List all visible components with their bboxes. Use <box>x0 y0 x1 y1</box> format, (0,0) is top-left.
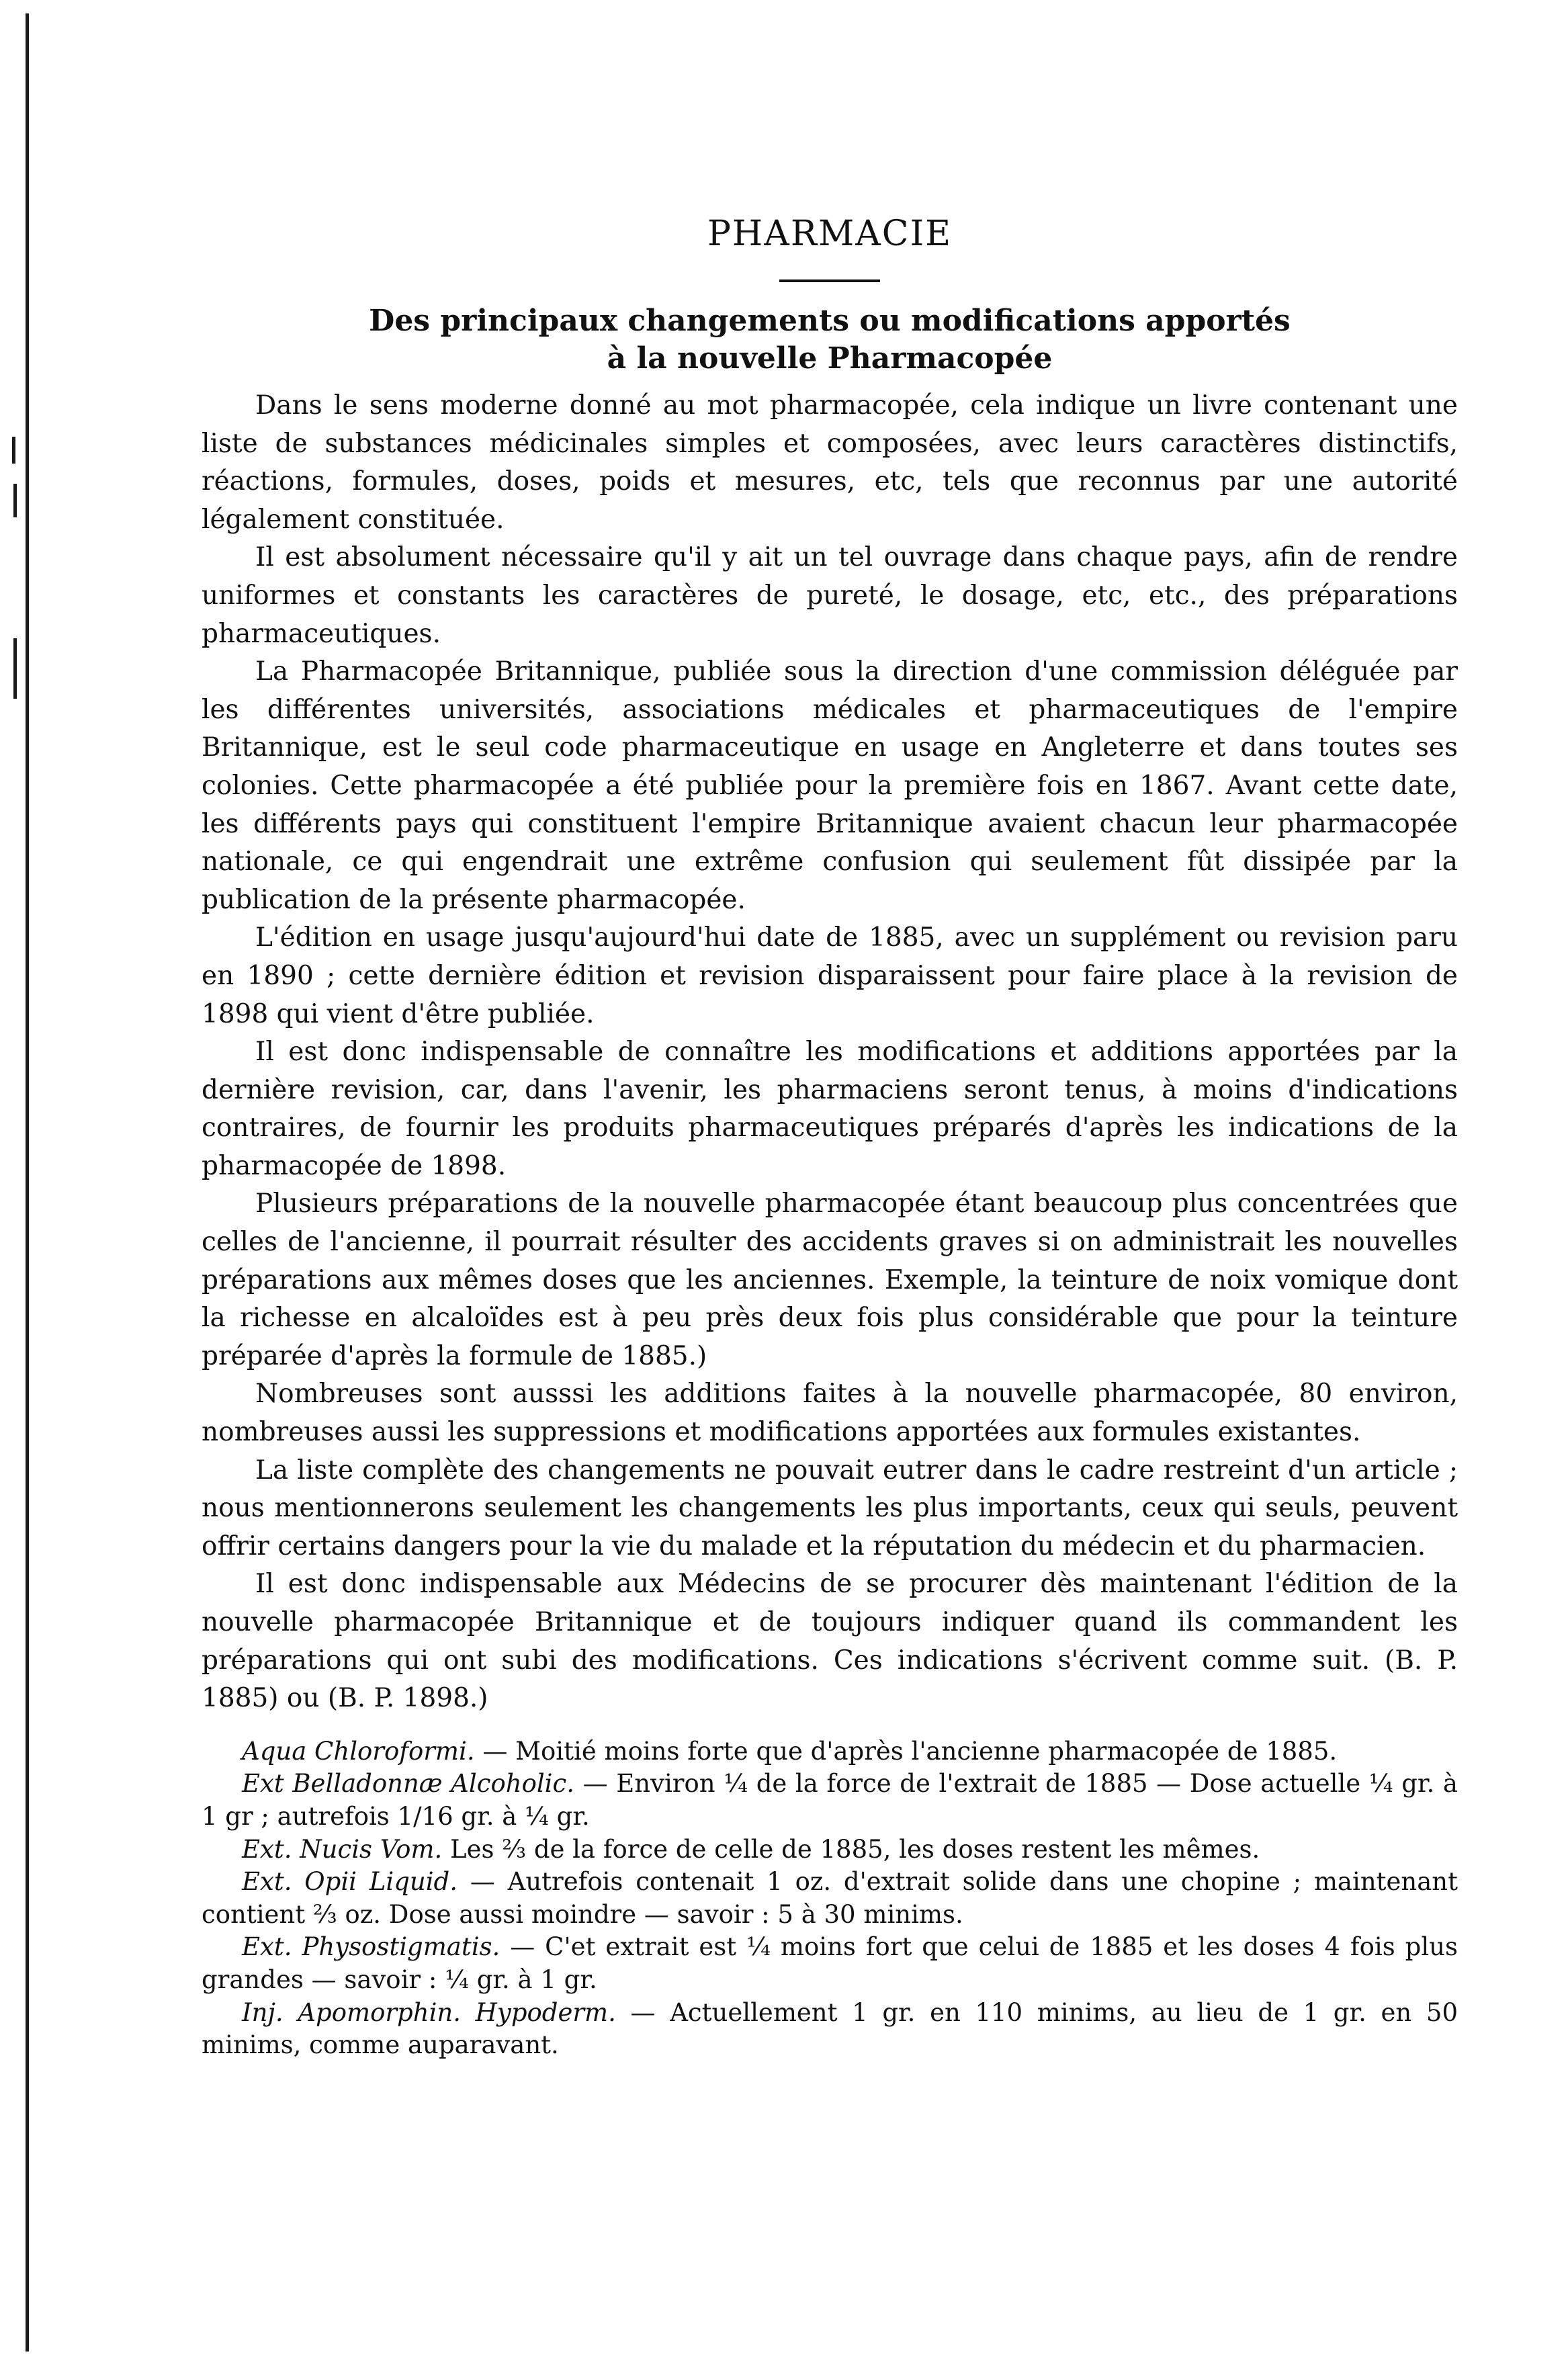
preparation-name: Ext. Opii Liquid. <box>242 1867 458 1897</box>
preparation-name: Ext. Physostigmatis. <box>242 1932 500 1962</box>
paragraph: Il est donc indispensable de connaître les modifications et additions apportées par la dernière revision, car, dans l'avenir, les pharmaciens seront tenus, à moins d'indications contraires, de fournir les produits pharmaceutiques préparés d'après les indications de la pharmacopée de 1898. <box>202 1037 1458 1181</box>
article <box>202 195 1458 2062</box>
paragraph: Dans le sens moderne donné au mot pharmacopée, cela indique un livre contenant une liste de substances médicinales simples et composées, avec leurs caractères distinctifs, réactions, formules, doses, poids et mesures, etc, tels que reconnus par une autorité légalement constituée. <box>202 390 1458 535</box>
preparation-note: — Moitié moins forte que d'après l'ancienne pharmacopée de 1885. <box>474 1736 1338 1766</box>
margin-mark <box>12 437 15 464</box>
heading-line: à la nouvelle Pharmacopée <box>607 341 1053 376</box>
paragraph: Il est absolument nécessaire qu'il y ait un tel ouvrage dans chaque pays, afin de rendre uniformes et constants les caractères de pureté, le dosage, etc, etc., des préparations pharmaceutiques. <box>202 542 1458 649</box>
article-heading <box>202 302 1458 378</box>
preparation-note: Les ⅔ de la force de celle de 1885, les doses restent les mêmes. <box>442 1834 1260 1864</box>
preparation-entry <box>202 1866 1458 1931</box>
preparation-list <box>202 1735 1458 2062</box>
preparation-name: Inj. Apomorphin. Hypoderm. <box>242 1997 616 2027</box>
paragraph: L'édition en usage jusqu'aujourd'hui date de 1885, avec un supplément ou revision paru en 1890 ; cette dernière édition et revision disparaissent pour faire place à la revision de 1898 qui vient d'être publiée. <box>202 922 1458 1029</box>
paragraph: Nombreuses sont ausssi les additions faites à la nouvelle pharmacopée, 80 environ, nombreuses aussi les suppressions et modifications apportées aux formules existantes. <box>202 1379 1458 1448</box>
article-body <box>202 387 1458 1718</box>
preparation-note: — Environ ¼ de la force de l'extrait de 1885 — Dose actuelle ¼ gr. à 1 gr ; autrefois 1/16 gr. à ¼ gr. <box>202 1769 1458 1831</box>
paragraph: Plusieurs préparations de la nouvelle pharmacopée étant beaucoup plus concentrées que celles de l'ancienne, il pourrait résulter des accidents graves si on administrait les nouvelles préparations aux mêmes doses que les anciennes. Exemple, la teinture de noix vomique dont la richesse en alcaloïdes est à peu près deux fois plus considérable que pour la teinture préparée d'après la formule de 1885.) <box>202 1189 1458 1371</box>
paragraph: La Pharmacopée Britannique, publiée sous la direction d'une commission déléguée par les différentes universités, associations médicales et pharmaceutiques de l'empire Britannique, est le seul code pharmaceutique en usage en Angleterre et dans toutes ses colonies. Cette pharmacopée a été publiée pour la première fois en 1867. Avant cette date, les différents pays qui constituent l'empire Britannique avaient chacun leur pharmacopée nationale, ce qui engendrait une extrême confusion qui seulement fût dissipée par la publication de la présente pharmacopée. <box>202 656 1458 915</box>
preparation-note: — C'et extrait est ¼ moins fort que celui de 1885 et les doses 4 fois plus grandes — savoir : ¼ gr. à 1 gr. <box>202 1932 1458 1994</box>
left-margin-line <box>26 13 29 2352</box>
preparation-entry <box>202 1768 1458 1833</box>
paragraph: La liste complète des changements ne pouvait eutrer dans le cadre restreint d'un article ; nous mentionnerons seulement les changements les plus importants, ceux qui seuls, peuvent offrir certains dangers pour la vie du malade et la réputation du médecin et du pharmacien. <box>202 1455 1458 1561</box>
preparation-entry <box>202 1834 1458 1866</box>
preparation-entry <box>202 1931 1458 1996</box>
preparation-name: Ext Belladonnæ Alcoholic. <box>242 1769 574 1799</box>
preparation-note: — Autrefois contenait 1 oz. d'extrait solide dans une chopine ; maintenant contient ⅔ oz. Dose aussi moindre — savoir : 5 à 30 minims. <box>202 1867 1458 1929</box>
preparation-entry <box>202 1735 1458 1768</box>
preparation-name: Ext. Nucis Vom. <box>242 1834 443 1864</box>
margin-mark <box>13 638 17 699</box>
preparation-name: Aqua Chloroformi. <box>242 1736 475 1766</box>
preparation-note: — Actuellement 1 gr. en 110 minims, au lieu de 1 gr. en 50 minims, comme auparavant. <box>202 1997 1458 2060</box>
section-title: PHARMACIE <box>707 214 953 254</box>
title-rule <box>779 279 880 282</box>
paragraph: Il est donc indispensable aux Médecins de se procurer dès maintenant l'édition de la nouvelle pharmacopée Britannique et de toujours indiquer quand ils commandent les préparations qui ont subi des modifications. Ces indications s'écrivent comme suit. (B. P. 1885) ou (B. P. 1898.) <box>202 1569 1458 1714</box>
preparation-entry <box>202 1997 1458 2062</box>
heading-line: Des principaux changements ou modifications apportés <box>369 304 1291 338</box>
margin-mark <box>13 484 17 517</box>
